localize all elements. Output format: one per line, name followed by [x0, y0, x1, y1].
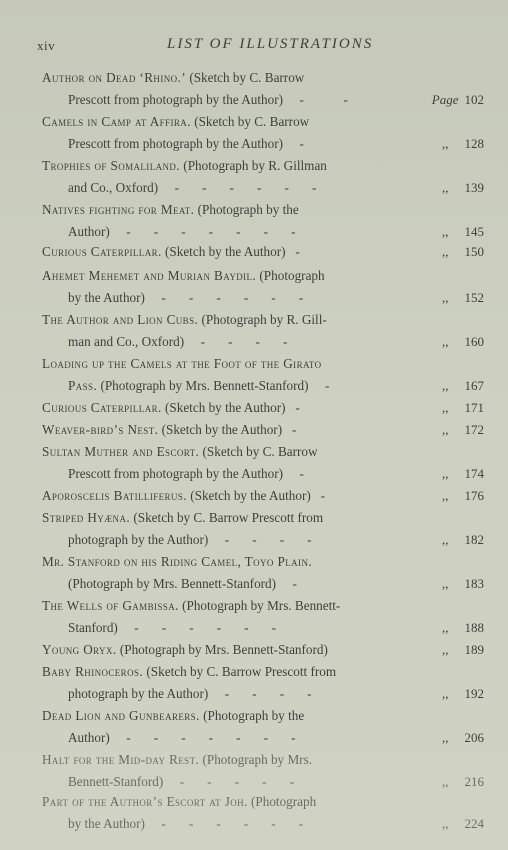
entry-credit-continued: Prescott from photograph by the Author): [68, 465, 283, 481]
illustration-entry: [42, 241, 488, 263]
illustration-entry: [42, 419, 488, 441]
entry-title: The Wells of Gambissa.: [42, 598, 179, 613]
leader-dots: - - - - - -: [144, 815, 304, 831]
leader-dots: -: [283, 135, 304, 151]
entry-credit: (Photograph by the: [199, 708, 305, 723]
entry-credit-continued: Pass.: [68, 377, 98, 393]
ditto-mark: ,,: [442, 180, 449, 195]
entry-second-line: [42, 529, 488, 551]
entry-first-line: [42, 791, 488, 813]
entry-credit: (Photograph by Mrs.: [199, 752, 312, 767]
entry-credit: (Photograph by Mrs. Bennett-: [178, 598, 341, 613]
entry-page-ref: [442, 419, 484, 441]
illustration-entry: [42, 639, 488, 661]
ditto-mark: ,,: [442, 334, 449, 349]
entry-page-ref: [442, 683, 484, 705]
entry-first-line: [42, 397, 488, 419]
entry-second-line: [42, 813, 488, 835]
entry-credit: (Sketch by C. Barrow: [190, 114, 310, 129]
entry-first-line: [42, 419, 488, 441]
entry-first-line: [42, 111, 488, 133]
page-number-ref: 224: [464, 816, 484, 831]
ditto-mark: ,,: [442, 290, 449, 305]
entry-page-ref: [442, 331, 484, 353]
entry-page-ref: [442, 573, 484, 595]
entry-credit-continued: photograph by the Author): [68, 685, 209, 701]
entry-title: Halt for the Mid-day Rest.: [42, 752, 200, 767]
ditto-mark: ,,: [442, 730, 449, 745]
entry-credit: (Sketch by C. Barrow Prescott from: [143, 664, 337, 679]
page-title: LIST OF ILLUSTRATIONS: [167, 36, 374, 52]
entry-title: Camels in Camp at Affira.: [42, 114, 191, 129]
entry-second-line: [42, 287, 488, 309]
page-number-ref: 150: [464, 244, 484, 259]
leader-dots: - - - -: [208, 685, 312, 701]
ditto-mark: ,,: [442, 400, 449, 415]
illustration-entry: [42, 507, 488, 550]
entry-page-ref: [442, 485, 484, 507]
page-number-ref: 145: [464, 224, 484, 239]
entry-page-ref: [442, 463, 484, 485]
entry-page-ref: [442, 727, 484, 749]
page-number-ref: 206: [464, 730, 484, 745]
entry-first-line: [42, 67, 488, 89]
ditto-mark: ,,: [442, 774, 449, 789]
entry-credit: (Sketch by C. Barrow: [186, 70, 305, 85]
illustration-entry: [42, 309, 488, 352]
entry-credit: (Photograph: [247, 794, 317, 809]
page-number-ref: 172: [464, 422, 484, 437]
entry-credit-continued: by the Author): [68, 289, 145, 305]
ditto-mark: ,,: [442, 466, 449, 481]
illustration-entry: [42, 111, 488, 154]
entry-page-ref: [442, 241, 484, 263]
entry-first-line: [42, 353, 488, 375]
illustration-entry: [42, 705, 488, 748]
entry-first-line: [42, 507, 488, 529]
entry-first-line: [42, 199, 488, 221]
entry-page-ref: [442, 639, 484, 661]
entry-title: Baby Rhinoceros.: [42, 664, 144, 679]
entry-title: Young Oryx.: [42, 642, 117, 657]
entry-title: The Author and Lion Cubs.: [42, 312, 199, 327]
entry-title: Dead Lion and Gunbearers.: [42, 708, 200, 723]
entry-page-ref: [442, 177, 484, 199]
page-number-ref: 152: [464, 290, 484, 305]
entry-credit-continued: photograph by the Author): [68, 531, 209, 547]
page-number: xiv: [37, 38, 56, 53]
ditto-mark: ,,: [442, 224, 449, 239]
illustration-entry: [42, 441, 488, 484]
entry-credit: (Photograph by R. Gillman: [180, 158, 327, 173]
leader-dots: - -: [283, 91, 348, 107]
entry-first-line: [42, 661, 488, 683]
illustration-entry: [42, 397, 488, 419]
ditto-mark: ,,: [442, 686, 449, 701]
entry-title: Part of the Author’s Escort at Joh.: [42, 794, 248, 809]
entry-first-line: [42, 639, 488, 661]
ditto-mark: ,,: [442, 816, 449, 831]
illustration-entry: [42, 595, 488, 638]
leader-dots: -: [282, 422, 297, 437]
illustration-entry: [42, 199, 488, 242]
entry-page-ref: [442, 813, 484, 835]
leader-dots: - - - - - -: [117, 619, 277, 635]
illustration-entry: [42, 353, 488, 396]
ditto-mark: ,,: [442, 532, 449, 547]
ditto-mark: ,,: [442, 488, 449, 503]
illustration-entry: [42, 155, 488, 198]
entry-credit-continued: and Co., Oxford): [68, 179, 159, 195]
illustration-entry: [42, 661, 488, 704]
entry-credit: (Sketch by the Author): [186, 488, 311, 503]
entry-second-line: [42, 573, 488, 595]
entry-title: Author on Dead ‘Rhino.’: [42, 70, 187, 85]
entry-credit: (Sketch by the Author): [161, 244, 286, 259]
entry-credit-continued: Author): [68, 729, 110, 745]
ditto-mark: ,,: [442, 378, 449, 393]
entry-title: Loading up the Camels at the Foot of the Girato: [42, 356, 322, 371]
leader-dots: - - - -: [184, 333, 288, 349]
page-number-ref: 192: [464, 686, 484, 701]
entry-second-line: [42, 463, 488, 485]
entry-credit-continued: by the Author): [68, 815, 145, 831]
leader-dots: -: [285, 244, 300, 259]
ditto-mark: ,,: [442, 620, 449, 635]
ditto-mark: ,,: [442, 576, 449, 591]
entry-page-ref: [442, 221, 484, 243]
entry-first-line: [42, 309, 488, 331]
entry-title: Ahemet Mehemet and Murian Baydil.: [42, 268, 257, 283]
leader-dots: -: [276, 575, 297, 591]
entry-page-ref: [442, 287, 484, 309]
illustration-entry: [42, 67, 488, 110]
illustration-entry: [42, 265, 488, 308]
entry-title: Curious Caterpillar.: [42, 244, 162, 259]
entry-title: Striped Hyæna.: [42, 510, 131, 525]
entry-credit-continued: (Photograph by Mrs. Bennett-Stanford): [68, 575, 277, 591]
entry-page-ref: [432, 89, 484, 111]
leader-dots: - - - - - - -: [109, 223, 296, 239]
page-number-ref: 102: [464, 92, 484, 107]
page-number-ref: 189: [464, 642, 484, 657]
page-number-ref: 160: [464, 334, 484, 349]
illustration-entry: [42, 749, 488, 792]
entry-first-line: [42, 749, 488, 771]
entry-first-line: [42, 441, 488, 463]
entry-second-line: [42, 617, 488, 639]
entry-page-ref: [442, 375, 484, 397]
entry-credit: (Sketch by the Author): [161, 400, 286, 415]
page-number-ref: 188: [464, 620, 484, 635]
entry-credit: (Photograph by Mrs. Bennett-Stanford): [116, 642, 328, 657]
entry-credit: (Photograph by R. Gill-: [198, 312, 327, 327]
entry-page-ref: [442, 133, 484, 155]
entry-second-line: [42, 89, 488, 111]
leader-dots: - - - -: [208, 531, 312, 547]
page-header: [37, 36, 488, 56]
entry-page-ref: [442, 397, 484, 419]
ditto-mark: ,,: [442, 136, 449, 151]
page-number-ref: 128: [464, 136, 484, 151]
entry-title: Sultan Muther and Escort.: [42, 444, 200, 459]
entry-title: Aporoscelis Batilliferus.: [42, 488, 187, 503]
entry-credit-continued: man and Co., Oxford): [68, 333, 185, 349]
leader-dots: -: [285, 400, 300, 415]
entry-credit: (Sketch by C. Barrow: [199, 444, 318, 459]
entry-title: Mr. Stanford on his Riding Camel, Toyo Plain.: [42, 554, 313, 569]
leader-dots: - - - - -: [163, 773, 294, 789]
entry-credit-continued: Stanford): [68, 619, 118, 635]
leader-dots: - - - - - -: [158, 179, 317, 195]
page-number-ref: 216: [464, 774, 484, 789]
entry-title: Natives fighting for Meat.: [42, 202, 195, 217]
entry-credit: (Sketch by C. Barrow Prescott from: [130, 510, 324, 525]
leader-dots: -: [310, 488, 326, 503]
leader-dots: - - - - - - -: [109, 729, 296, 745]
page-number-ref: 174: [464, 466, 484, 481]
entry-first-line: [42, 705, 488, 727]
entry-first-line: [42, 155, 488, 177]
page-number-ref: 167: [464, 378, 484, 393]
entry-credit: (Photograph by Mrs. Bennett-Stanford): [97, 377, 309, 393]
entry-second-line: [42, 177, 488, 199]
entry-second-line: [42, 133, 488, 155]
entry-page-ref: [442, 529, 484, 551]
page-number-ref: 182: [464, 532, 484, 547]
entry-first-line: [42, 265, 488, 287]
entry-credit-continued: Bennett-Stanford): [68, 773, 164, 789]
entry-credit-continued: Prescott from photograph by the Author): [68, 135, 283, 151]
entry-title: Trophies of Somaliland.: [42, 158, 180, 173]
entry-second-line: [42, 683, 488, 705]
entry-title: Weaver-bird’s Nest.: [42, 422, 159, 437]
entry-first-line: [42, 485, 488, 507]
entry-second-line: [42, 331, 488, 353]
ditto-mark: ,,: [442, 244, 449, 259]
ditto-mark: ,,: [442, 642, 449, 657]
entry-first-line: [42, 595, 488, 617]
page-number-ref: 171: [464, 400, 484, 415]
entry-credit: (Photograph by the: [194, 202, 299, 217]
entry-second-line: [42, 771, 488, 793]
illustration-entry: [42, 791, 488, 834]
entry-credit: (Photograph: [256, 268, 325, 283]
leader-dots: - - - - - -: [144, 289, 304, 305]
entry-second-line: [42, 221, 488, 243]
page-number-ref: 183: [464, 576, 484, 591]
entry-page-ref: [442, 771, 484, 793]
entry-title: Curious Caterpillar.: [42, 400, 162, 415]
page-number-ref: 139: [464, 180, 484, 195]
ditto-mark: ,,: [442, 422, 449, 437]
page-number-ref: 176: [464, 488, 484, 503]
entry-credit: (Sketch by the Author): [158, 422, 283, 437]
entry-second-line: [42, 375, 488, 397]
entry-first-line: [42, 551, 488, 573]
entry-first-line: [42, 241, 488, 263]
leader-dots: -: [283, 465, 304, 481]
illustration-entry: [42, 485, 488, 507]
leader-dots: -: [308, 377, 330, 393]
entry-page-ref: [442, 617, 484, 639]
page-word: Page: [431, 92, 459, 107]
entry-second-line: [42, 727, 488, 749]
illustration-entry: [42, 551, 488, 594]
entry-credit-continued: Author): [68, 223, 110, 239]
entry-credit-continued: Prescott from photograph by the Author): [68, 91, 283, 107]
